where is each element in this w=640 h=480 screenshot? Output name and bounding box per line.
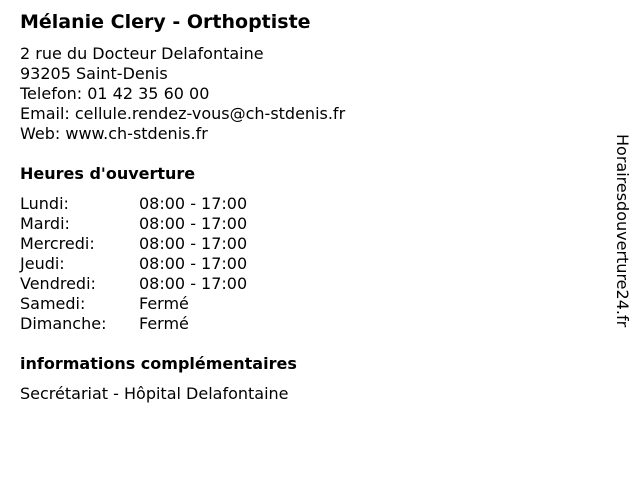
site-watermark: Horairesdouverture24.fr [613, 134, 632, 328]
address-web: Web: www.ch-stdenis.fr [20, 124, 208, 143]
hours-row-saturday [20, 294, 247, 314]
hours-table [20, 194, 247, 334]
hours-day: Samedi: [20, 294, 86, 313]
hours-row-thursday [20, 254, 247, 274]
info-heading: informations complémentaires [20, 354, 297, 373]
hours-heading: Heures d'ouverture [20, 164, 196, 183]
address-email: Email: cellule.rendez-vous@ch-stdenis.fr [20, 104, 346, 123]
hours-row-tuesday [20, 214, 247, 234]
address-city: 93205 Saint-Denis [20, 64, 168, 83]
hours-day: Mercredi: [20, 234, 95, 253]
hours-time: 08:00 - 17:00 [139, 234, 248, 253]
hours-row-wednesday [20, 234, 247, 254]
hours-time: 08:00 - 17:00 [139, 254, 248, 273]
page-title: Mélanie Clery - Orthoptiste [20, 11, 311, 33]
hours-day: Lundi: [20, 194, 69, 213]
hours-day: Jeudi: [20, 254, 65, 273]
hours-time: 08:00 - 17:00 [139, 214, 248, 233]
hours-row-monday [20, 194, 247, 214]
hours-time: Fermé [139, 314, 189, 333]
hours-time: 08:00 - 17:00 [139, 194, 248, 213]
info-text: Secrétariat - Hôpital Delafontaine [20, 384, 289, 403]
hours-row-friday [20, 274, 247, 294]
hours-time: 08:00 - 17:00 [139, 274, 248, 293]
hours-day: Mardi: [20, 214, 70, 233]
address-street: 2 rue du Docteur Delafontaine [20, 44, 264, 63]
hours-row-sunday [20, 314, 247, 334]
hours-day: Dimanche: [20, 314, 107, 333]
address-phone: Telefon: 01 42 35 60 00 [20, 84, 210, 103]
hours-time: Fermé [139, 294, 189, 313]
hours-day: Vendredi: [20, 274, 96, 293]
address-block [20, 44, 345, 144]
